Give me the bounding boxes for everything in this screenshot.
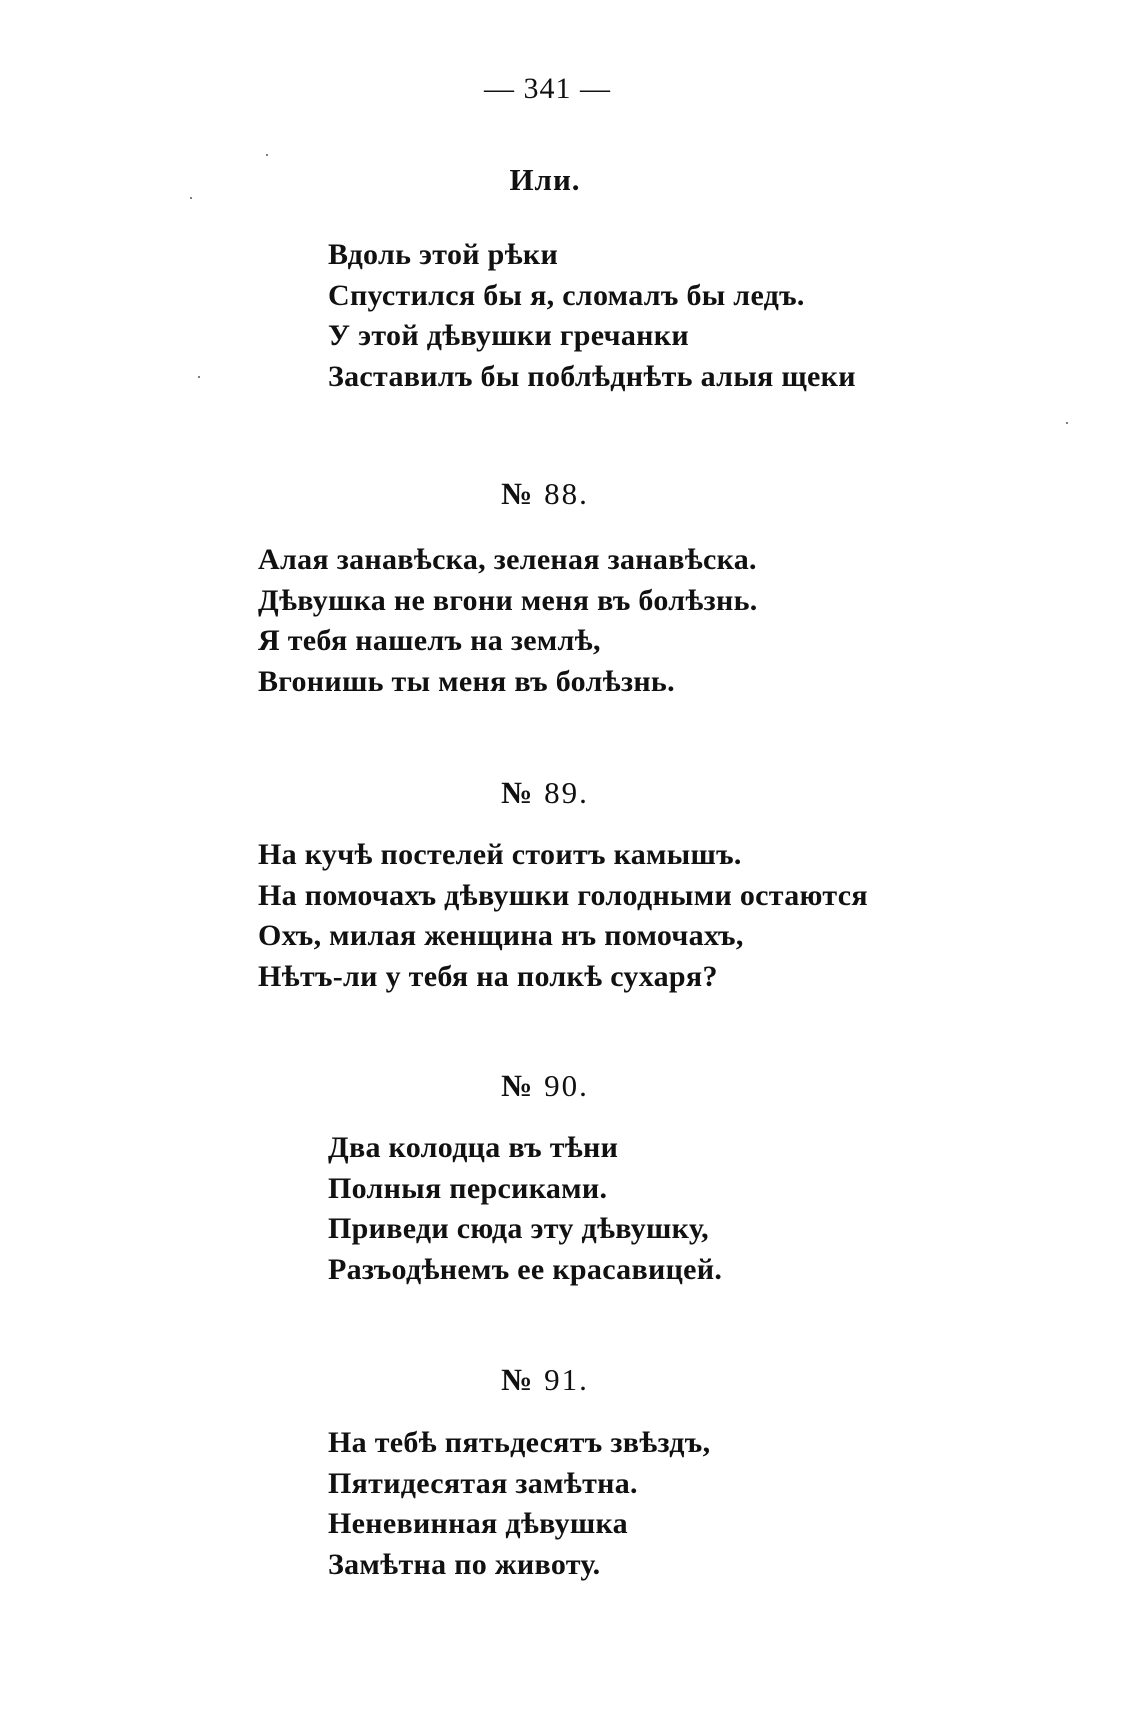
verse-line: Алая занавѣска, зеленая занавѣска. — [258, 543, 757, 576]
section-number: 88. — [544, 476, 589, 511]
page-number: — 341 — — [484, 72, 611, 105]
verse-line: Вгонишь ты меня въ болѣзнь. — [258, 664, 675, 698]
verse-line: Разъодѣнемъ ее красавицей. — [328, 1252, 723, 1286]
verse-line: Нѣтъ-ли у тебя на полкѣ сухаря? — [258, 959, 718, 993]
verse-line: Неневинная дѣвушка — [328, 1507, 628, 1540]
stanza-91 — [328, 1423, 710, 1585]
verse-line: Замѣтна по животу. — [328, 1547, 601, 1581]
verse-line: Охъ, милая женщина нъ помочахъ, — [258, 919, 744, 952]
verse-line: Заставилъ бы поблѣднѣть алыя щеки — [328, 359, 856, 393]
number-sign: № — [501, 775, 535, 810]
verse-line: Я тебя нашелъ на землѣ, — [258, 624, 601, 657]
scan-speck — [190, 197, 192, 199]
number-sign: № — [501, 1068, 535, 1103]
section-heading-91 — [0, 1362, 1090, 1398]
verse-line: У этой дѣвушки гречанки — [328, 319, 689, 352]
number-sign: № — [501, 476, 535, 511]
section-heading-90 — [0, 1068, 1090, 1104]
section-number: 91. — [544, 1362, 589, 1397]
section-heading-89 — [0, 775, 1090, 811]
verse-line: На кучѣ постелей стоитъ камышъ. — [258, 838, 742, 871]
scan-speck — [266, 154, 268, 156]
section-heading-88 — [0, 476, 1090, 512]
section-heading-ili: Или. — [509, 162, 581, 197]
verse-line: Дѣвушка не вгони меня въ болѣзнь. — [258, 583, 758, 617]
verse-line: Приведи сюда эту дѣвушку, — [328, 1212, 709, 1245]
section-number: 90. — [544, 1068, 589, 1103]
verse-line: На помочахъ дѣвушки голодными остаются — [258, 878, 868, 912]
section-number: 89. — [544, 775, 589, 810]
verse-line: Спустился бы я, сломалъ бы ледъ. — [328, 278, 805, 312]
verse-line: Пятидесятая замѣтна. — [328, 1466, 638, 1500]
verse-line: Полныя персиками. — [328, 1171, 608, 1205]
scan-speck — [1066, 422, 1068, 424]
stanza-ili — [328, 235, 856, 397]
verse-line: На тебѣ пятьдесятъ звѣздъ, — [328, 1426, 711, 1459]
number-sign: № — [501, 1362, 535, 1397]
stanza-90 — [328, 1128, 722, 1290]
scan-speck — [198, 376, 200, 378]
stanza-89 — [258, 835, 868, 997]
verse-line: Вдоль этой рѣки — [328, 238, 559, 271]
stanza-88 — [258, 540, 758, 702]
verse-line: Два колодца въ тѣни — [328, 1131, 619, 1164]
